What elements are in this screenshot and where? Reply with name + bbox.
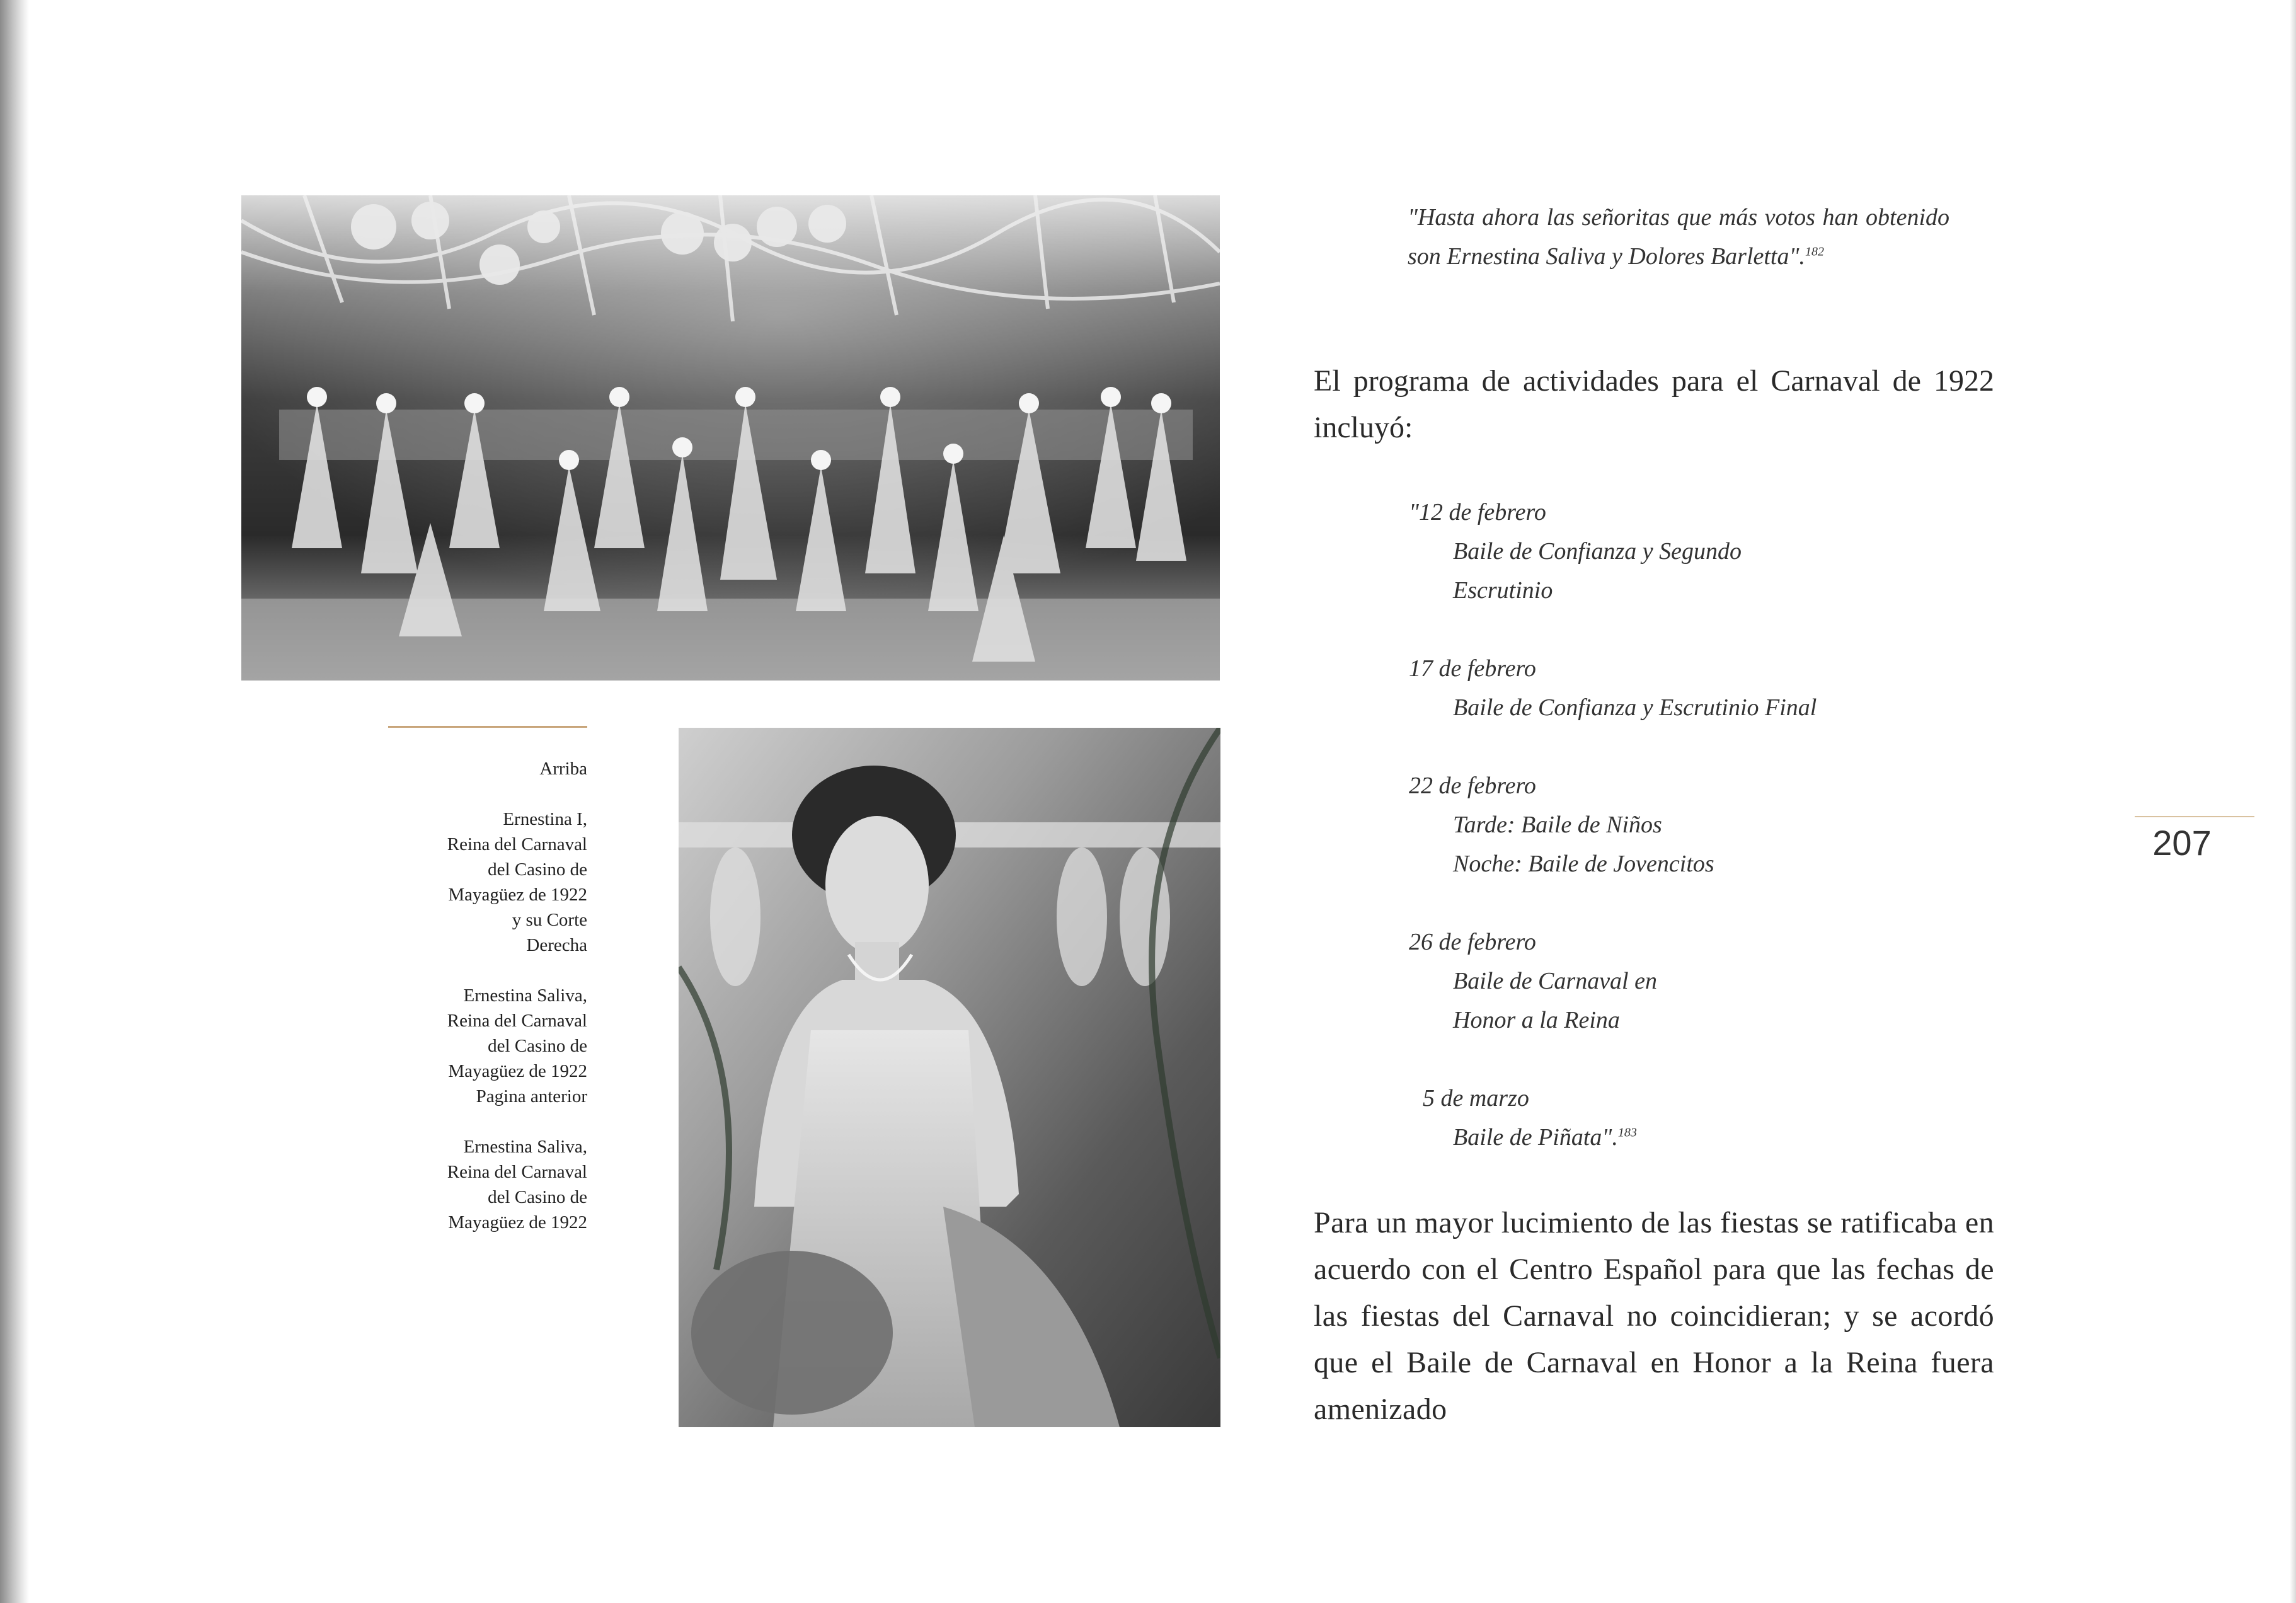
caption-text — [353, 983, 587, 1084]
schedule-date: 5 de marzo — [1423, 1085, 1529, 1112]
caption-line: del Casino de — [488, 859, 587, 880]
schedule-line: Honor a la Reina — [1453, 1007, 1620, 1033]
block-quote — [1408, 198, 1949, 276]
paragraph-intro: El programa de actividades para el Carnaval de 1922 incluyó: — [1314, 364, 1994, 444]
caption-text — [353, 1134, 587, 1235]
caption-line: Reina del Carnaval — [447, 1162, 587, 1182]
schedule-line: Tarde: Baile de Niños — [1453, 812, 1662, 838]
caption-derecha — [353, 933, 587, 1084]
caption-line: Reina del Carnaval — [447, 1011, 587, 1031]
footnote-marker: 183 — [1617, 1125, 1637, 1140]
caption-column — [353, 756, 587, 1235]
caption-line: del Casino de — [488, 1036, 587, 1056]
caption-line: Ernestina Saliva, — [463, 985, 587, 1006]
caption-text — [353, 807, 587, 933]
schedule-date: 22 de febrero — [1409, 773, 1536, 799]
photo-carnival-court-image — [241, 195, 1220, 681]
caption-heading: Pagina anterior — [476, 1086, 587, 1106]
page-number-rule — [2135, 816, 2254, 817]
caption-line: Mayagüez de 1922 — [448, 1061, 587, 1081]
schedule-list — [1409, 493, 1976, 1196]
quote-text: "Hasta ahora las señoritas que más votos han obtenido son Ernestina Saliva y Dolores Barletta". — [1408, 204, 1949, 270]
caption-pagina-anterior — [353, 1084, 587, 1235]
caption-line: Ernestina I, — [503, 809, 587, 829]
schedule-line: Baile de Confianza y Segundo — [1453, 538, 1742, 565]
book-spine-shadow — [0, 0, 29, 1603]
schedule-entry — [1409, 493, 1976, 610]
caption-rule — [388, 726, 587, 728]
schedule-date: 17 de febrero — [1409, 655, 1536, 682]
schedule-line-text: Baile de Piñata". — [1453, 1124, 1618, 1151]
schedule-entry — [1409, 766, 1976, 883]
caption-heading: Arriba — [539, 759, 587, 779]
caption-line: Mayagüez de 1922 — [448, 1212, 587, 1232]
schedule-line: Baile de Confianza y Escrutinio Final — [1453, 694, 1817, 721]
page-edge — [2290, 0, 2296, 1603]
caption-line: del Casino de — [488, 1187, 587, 1207]
caption-heading: Derecha — [526, 935, 587, 955]
caption-line: Reina del Carnaval — [447, 834, 587, 854]
caption-line: Mayagüez de 1922 — [448, 885, 587, 905]
caption-line: y su Corte — [512, 910, 587, 930]
schedule-line: Escrutinio — [1453, 577, 1553, 604]
schedule-line: Baile de Carnaval en — [1453, 968, 1657, 994]
photo-queen-portrait — [679, 728, 1220, 1427]
schedule-entry — [1409, 1079, 1976, 1157]
photo-carnival-court — [241, 195, 1220, 681]
schedule-date: 26 de febrero — [1409, 929, 1536, 955]
schedule-entry — [1409, 922, 1976, 1040]
page-number: 207 — [2152, 823, 2212, 863]
caption-arriba — [353, 756, 587, 933]
schedule-line — [1409, 1118, 1976, 1157]
caption-line: Ernestina Saliva, — [463, 1137, 587, 1157]
footnote-marker: 182 — [1805, 244, 1824, 259]
schedule-date: "12 de febrero — [1409, 499, 1546, 526]
paragraph-body: Para un mayor lucimiento de las fiestas se ratificaba en acuerdo con el Centro Español para que las fechas de las fiestas del Carnaval no coincidieran; y se acordó que el Baile de Carnaval en Honor a la Reina fuera amenizado — [1314, 1206, 1994, 1426]
schedule-entry — [1409, 649, 1976, 727]
schedule-line: Noche: Baile de Jovencitos — [1453, 851, 1714, 877]
photo-queen-portrait-image — [679, 728, 1220, 1427]
